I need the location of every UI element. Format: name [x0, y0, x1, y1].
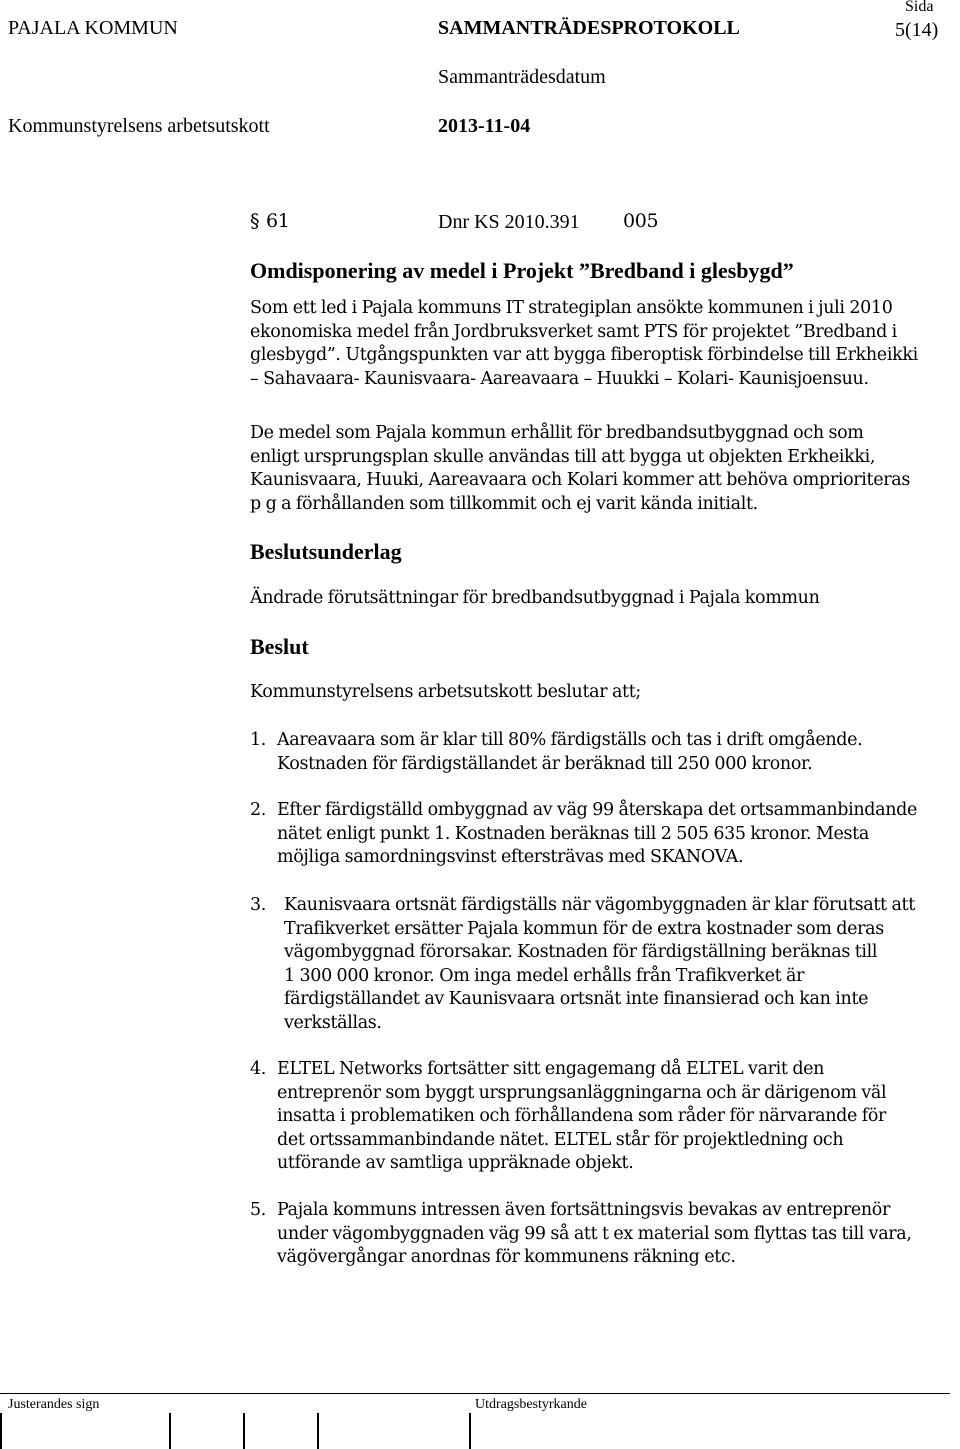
item-number: 3.: [250, 895, 266, 915]
background-paragraph: [250, 422, 960, 516]
page-label: Sida: [905, 0, 934, 15]
text-line: Kaunisvaara, Huuki, Aareavaara och Kolari kommer att behöva omprioriteras: [250, 470, 910, 490]
decision-item-5: [277, 1199, 960, 1270]
page-number: 5(14): [895, 19, 939, 41]
text-line: det ortssammanbindande nätet. ELTEL står för projektledning och: [277, 1129, 844, 1150]
item-number: 2.: [250, 800, 266, 820]
item-number: 1.: [250, 730, 266, 750]
text-line: Aareavaara som är klar till 80% färdigställs och tas i drift omgående.: [277, 730, 863, 750]
text-line: De medel som Pajala kommun erhållit för bredbandsutbyggnad och som: [250, 423, 864, 443]
meeting-date-label: Sammanträdesdatum: [438, 66, 606, 88]
section-symbol: §: [250, 210, 260, 232]
case-title: Omdisponering av medel i Projekt ”Bredband i glesbygd”: [250, 258, 794, 283]
text-line: – Sahavaara- Kaunisvaara- Aareavaara – Huukki – Kolari- Kaunisjoensuu.: [250, 368, 869, 389]
text-line: verkställas.: [284, 1012, 382, 1033]
footer-sign-box: [243, 1413, 245, 1449]
decision-item-1: [277, 729, 960, 776]
committee-name: Kommunstyrelsens arbetsutskott: [8, 115, 270, 137]
decision-item-3: [284, 894, 960, 1035]
municipality-name: PAJALA KOMMUN: [8, 17, 178, 39]
text-line: Kostnaden för färdigställandet är beräknad till 250 000 kronor.: [277, 753, 813, 774]
diary-number: Dnr KS 2010.391: [438, 211, 580, 233]
sign-label: Justerandes sign: [8, 1397, 100, 1412]
text-line: utförande av samtliga uppräknade objekt.: [277, 1153, 634, 1173]
decision-intro: Kommunstyrelsens arbetsutskott beslutar att;: [250, 682, 641, 702]
text-line: Pajala kommuns intressen även fortsättningsvis bevakas av entreprenör: [277, 1200, 890, 1220]
decision-heading: Beslut: [250, 634, 309, 659]
text-line: entreprenör som byggt ursprungsanläggningarna och är därigenom väl: [277, 1082, 887, 1103]
intro-paragraph: [250, 297, 960, 391]
item-number: 5.: [250, 1200, 266, 1220]
footer-sign-box: [317, 1413, 319, 1449]
decision-item-2: [277, 799, 960, 870]
text-line: insatta i problematiken och förhållandena som råder för närvarande för: [277, 1106, 887, 1126]
text-line: under vägombyggnaden väg 99 så att t ex material som flyttas tas till vara,: [277, 1223, 912, 1244]
text-line: möjliga samordningsvinst eftersträvas med SKANOVA.: [277, 847, 744, 867]
text-line: vägövergångar anordnas för kommunens räkning etc.: [277, 1247, 736, 1267]
archive-code: 005: [623, 210, 659, 232]
footer-extract-box: [469, 1413, 471, 1449]
text-line: nätet enligt punkt 1. Kostnaden beräknas till 2 505 635 kronor. Mesta: [277, 823, 869, 844]
meeting-date: 2013-11-04: [438, 115, 531, 137]
text-line: Trafikverket ersätter Pajala kommun för de extra kostnader som deras: [284, 918, 884, 939]
basis-heading: Beslutsunderlag: [250, 539, 402, 564]
text-line: vägombyggnad förorsakar. Kostnaden för färdigställning beräknas till: [284, 942, 878, 962]
text-line: ekonomiska medel från Jordbruksverket samt PTS för projektet ”Bredband i: [250, 321, 897, 342]
extract-label: Utdragsbestyrkande: [475, 1397, 587, 1412]
footer-sign-box: [169, 1413, 171, 1449]
decision-item-4: [277, 1058, 960, 1176]
text-line: färdigställandet av Kaunisvaara ortsnät inte finansierad och kan inte: [284, 989, 869, 1009]
section-number: 61: [266, 210, 290, 232]
text-line: Som ett led i Pajala kommuns IT strategiplan ansökte kommunen i juli 2010: [250, 298, 893, 318]
text-line: glesbygd”. Utgångspunkten var att bygga fiberoptisk förbindelse till Erkheikki: [250, 345, 918, 365]
text-line: 1 300 000 kronor. Om inga medel erhålls från Trafikverket är: [284, 965, 805, 986]
text-line: Efter färdigställd ombyggnad av väg 99 återskapa det ortsammanbindande: [277, 800, 917, 820]
text-line: ELTEL Networks fortsätter sitt engagemang då ELTEL varit den: [277, 1059, 825, 1079]
footer-divider: [0, 1393, 950, 1394]
footer-box-border: [0, 1413, 2, 1449]
text-line: enligt ursprungsplan skulle användas till att bygga ut objekten Erkheikki,: [250, 446, 876, 467]
document-type: SAMMANTRÄDESPROTOKOLL: [438, 17, 740, 39]
basis-text: Ändrade förutsättningar för bredbandsutbyggnad i Pajala kommun: [250, 588, 820, 608]
item-number: 4.: [250, 1059, 266, 1079]
text-line: Kaunisvaara ortsnät färdigställs när vägombyggnaden är klar förutsatt att: [284, 895, 915, 915]
text-line: p g a förhållanden som tillkommit och ej varit kända initialt.: [250, 493, 758, 514]
